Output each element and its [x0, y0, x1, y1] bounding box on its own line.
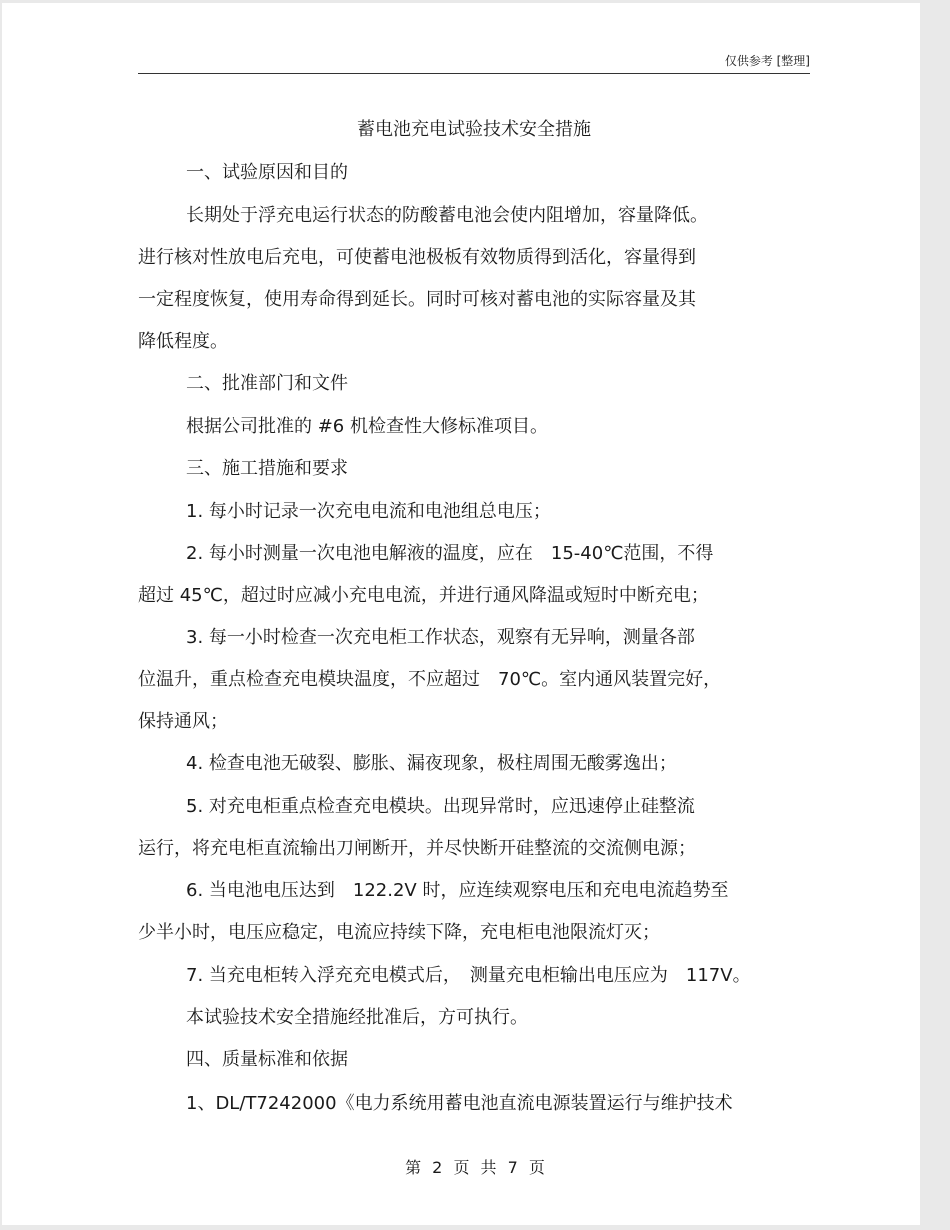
paragraph-line: 根据公司批准的 #6 机检查性大修标准项目。 — [186, 416, 548, 437]
section-heading-4: 四、质量标准和依据 — [186, 1049, 348, 1070]
list-item: 1. 每小时记录一次充电电流和电池组总电压； — [186, 501, 551, 522]
document-page — [2, 3, 920, 1225]
section-heading-2: 二、批准部门和文件 — [186, 373, 348, 394]
list-item: 1、DL/T7242000《电力系统用蓄电池直流电源装置运行与维护技术 — [186, 1093, 733, 1114]
paragraph-line: 进行核对性放电后充电，可使蓄电池极板有效物质得到活化，容量得到 — [138, 247, 696, 268]
section-heading-1: 一、试验原因和目的 — [186, 162, 348, 183]
list-item-continuation: 超过 45℃，超过时应减小充电电流，并进行通风降温或短时中断充电； — [138, 585, 709, 606]
paragraph-line: 本试验技术安全措施经批准后，方可执行。 — [186, 1007, 528, 1028]
list-item: 6. 当电池电压达到 122.2V 时，应连续观察电压和充电电流趋势至 — [186, 880, 729, 901]
list-item-continuation: 位温升，重点检查充电模块温度，不应超过 70℃。室内通风装置完好， — [138, 669, 722, 690]
list-item: 5. 对充电柜重点检查充电模块。出现异常时，应迅速停止硅整流 — [186, 796, 695, 817]
paragraph-line: 降低程度。 — [138, 331, 228, 352]
list-item: 7. 当充电柜转入浮充充电模式后， 测量充电柜输出电压应为 117V。 — [186, 965, 751, 986]
list-item-continuation: 运行，将充电柜直流输出刀闸断开，并尽快断开硅整流的交流侧电源； — [138, 838, 696, 859]
list-item: 3. 每一小时检查一次充电柜工作状态，观察有无异响，测量各部 — [186, 627, 695, 648]
list-item-continuation: 保持通风； — [138, 711, 228, 732]
list-item: 2. 每小时测量一次电池电解液的温度，应在 15-40℃范围，不得 — [186, 543, 714, 564]
header-note: 仅供参考 [整理] — [724, 54, 810, 68]
section-heading-3: 三、施工措施和要求 — [186, 458, 348, 479]
list-item: 4. 检查电池无破裂、膨胀、漏夜现象，极柱周围无酸雾逸出； — [186, 753, 677, 774]
page-number: 第 2 页 共 7 页 — [405, 1158, 545, 1177]
header-rule — [138, 73, 810, 74]
list-item-continuation: 少半小时，电压应稳定，电流应持续下降，充电柜电池限流灯灭； — [138, 922, 660, 943]
document-title: 蓄电池充电试验技术安全措施 — [357, 119, 591, 140]
paragraph-line: 长期处于浮充电运行状态的防酸蓄电池会使内阻增加，容量降低。 — [186, 205, 708, 226]
paragraph-line: 一定程度恢复，使用寿命得到延长。同时可核对蓄电池的实际容量及其 — [138, 289, 696, 310]
